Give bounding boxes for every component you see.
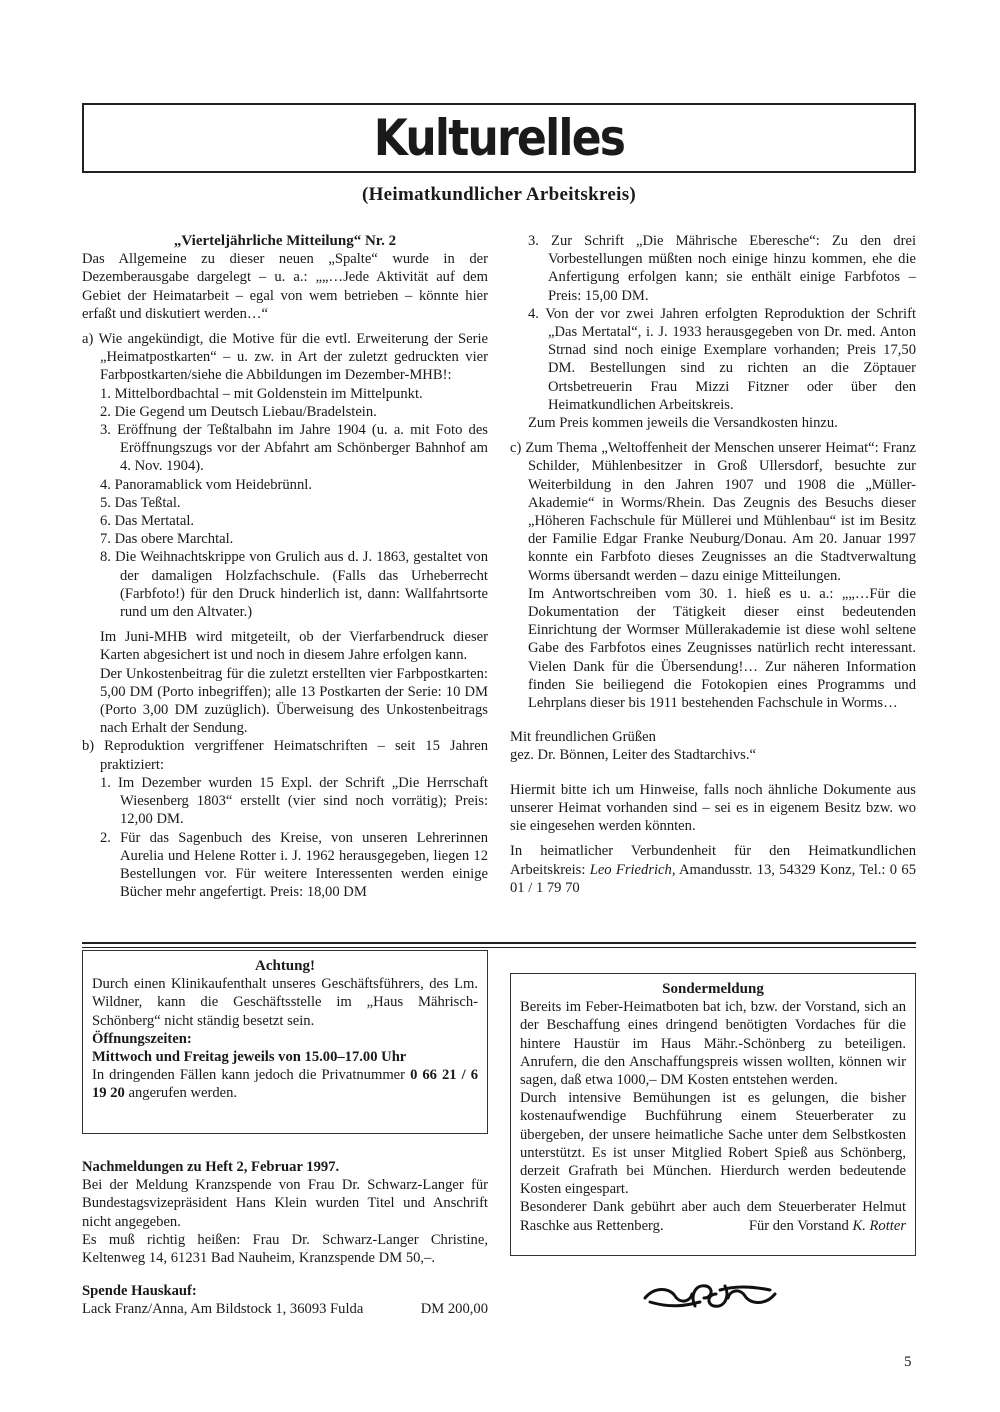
section-b-note: Zum Preis kommen jeweils die Versandkosten hinzu. — [528, 415, 838, 432]
phone-number: 0 66 21 / 6 19 20 — [92, 1067, 478, 1102]
sondermeldung-paragraph: Bereits im Feber-Heimatboten bat ich, bzw. der Vorstand, sich an der Beschaffung eines dringend benötigten Vordaches für die hintere Haustür im Haus Mähr.-Schönberg zu beteiligen. Anrufern, die den Anschaffungspreis wissen wollten, können wir sagen, daß etwa 1000,– DM Kosten entstehen werden. — [520, 999, 906, 1089]
list-item: 5. Das Teßtal. — [100, 494, 181, 511]
section-a-paragraph: Der Unkostenbeitrag für die zuletzt erstellten vier Farbpostkarten: 5,00 DM (Porto inbegriffen); alle 13 Postkarten der Serie: 10 DM (Porto 3,00 DM zuzüglich). Überweisung des Unkostenbeitrags nach Erhalt der Sendung. — [100, 665, 488, 737]
section-c-paragraph: Im Antwortschreiben vom 30. 1. hieß es u. a.: „„…Für die Dokumentation der Tätigkeit dieser einst bedeutenden Einrichtung der Wormser Müllerakademie ist diese wohl seltene Gabe des Farbfotos eines Zeugnisses natürlich recht interessant. Vielen Dank für die Übersendung!… Zur näheren Information finden Sie beiliegend die Fotokopien eines Programms und Lehrplans dieser bis 1911 bestehenden Fachschule in Worms… — [528, 585, 916, 712]
left-column — [82, 232, 488, 901]
nachmeldungen-heading: Nachmeldungen zu Heft 2, Februar 1997. — [82, 1159, 340, 1175]
subtitle: (Heimatkundlicher Arbeitskreis) — [361, 184, 637, 205]
opening-hours: Mittwoch und Freitag jeweils von 15.00–17.00 Uhr — [92, 1049, 407, 1066]
sondermeldung-paragraph: Durch intensive Bemühungen ist es gelungen, die bisher kostenaufwendige Buchführung einem Steuerberater zu übergeben, der unsere heimatliche Sache unter dem Selbstkosten unterstützt. Es ist unser Mitglied Robert Spieß aus Schönberg, derzeit Grafrath bei München. Hierdurch werden bedeutende Kosten eingespart. — [520, 1090, 906, 1198]
greeting: Mit freundlichen Grüßen — [510, 729, 656, 746]
spende-hauskauf — [82, 1282, 488, 1318]
page-number: 5 — [904, 1354, 912, 1370]
achtung-text: Durch einen Klinikaufenthalt unseres Geschäftsführers, des Lm. Wildner, kann die Geschäftsstelle im „Haus Mährisch-Schönberg“ nicht ständig besetzt sein. — [92, 976, 478, 1029]
page-title: Kulturelles — [373, 109, 625, 167]
intro-paragraph: Das Allgemeine zu dieser neuen „Spalte“ wurde in der Dezemberausgabe dargelegt – u. a.: „„…Jede Aktivität auf dem Gebiet der Heimatarbeit – egal von wem betrieben – könnte hier erfaßt und diskutiert werden…“ — [82, 251, 488, 322]
list-item: 2. Die Gegend um Deutsch Liebau/Bradelstein. — [100, 403, 377, 420]
request-paragraph: Hiermit bitte ich um Hinweise, falls noch ähnliche Dokumente aus unserer Heimat vorhanden sind – sei es in eigenem Besitz bzw. wo sie eingesehen werden könnten. — [510, 781, 916, 835]
list-item: 4. Panoramablick vom Heidebrünnl. — [100, 476, 312, 493]
list-item: 8. Die Weihnachtskrippe von Grulich aus d. J. 1863, gestaltet von der damaligen Holzfachschule. (Falls das Urheberrecht (Farbfoto!) für den Druck hinderlich ist, dann: Wallfahrtsorte rund um den Altvater.) — [100, 549, 488, 621]
list-item: 3. Zur Schrift „Die Mährische Eberesche“: Zu den drei Vorbestellungen müßten noch einige hinzu kommen, ehe die Anfertigung erfolgen kann; sie enthält einige Farbfotos – Preis: 15,00 DM. — [528, 233, 916, 304]
nachmeldungen-paragraph: Bei der Meldung Kranzspende von Frau Dr. Schwarz-Langer für Bundestagsvizepräsident Hans Klein wurden Titel und Anschrift nicht angegeben. — [82, 1177, 488, 1230]
section-a: a) Wie angekündigt, die Motive für die evtl. Erweiterung der Serie „Heimatpostkarten“ – u. zw. in Art der zuletzt gedruckten vier Farbpostkarten/siehe die Abbildungen im Dezember-MHB!: — [82, 331, 488, 384]
urgent-text: In dringenden Fällen kann jedoch die Privatnummer — [92, 1067, 411, 1084]
closing-text: In heimatlicher Verbundenheit für den Heimatkundlichen Arbeitskreis: — [510, 843, 916, 878]
section-divider — [82, 942, 916, 948]
address: Amandusstr. 13, 54329 Konz, Tel.: 0 65 01 / 1 79 70 — [510, 861, 916, 896]
nachmeldungen — [82, 1158, 488, 1267]
list-item: 4. Von der vor zwei Jahren erfolgten Reproduktion der Schrift „Das Mertatal“, i. J. 1933 herausgegeben von Dr. med. Anton Strnad sind noch einige Exemplare vorhanden; Preis 17,50 DM. Bestellungen sind zu richten an die Zöptauer Ortsbetreuerin Frau Mizzi Fitzner oder über den Heimatkundlichen Arbeitskreis. — [528, 305, 916, 413]
list-item: 1. Im Dezember wurden 15 Expl. der Schrift „Die Herrschaft Wiesenberg 1803“ erstellt (vier sind noch vorrätig); Preis: 12,00 DM. — [100, 774, 488, 828]
section-c: c) Zum Thema „Weltoffenheit der Menschen unserer Heimat“: Franz Schilder, Mühlenbesitzer in Groß Ullersdorf, besuchte zur Weiterbildung in den Jahren 1907 und 1908 die „Müller-Akademie“ in Worms/Rhein. Das Zeugnis des Besuchs dieser „Höheren Fachschule für Müllerei und Mühlenbau“ ist im Besitz der Familie Edgar Franke Neuburg/Donau. Am 20. Januar 1997 konnte ein Farbfoto dieses Zeugnisses an die Stadtverwaltung Worms übersandt werden – dazu einige Mitteilungen. — [510, 440, 916, 584]
section-b: b) Reproduktion vergriffener Heimatschriften – seit 15 Jahren praktiziert: — [82, 738, 488, 773]
nachmeldungen-paragraph: Es muß richtig heißen: Frau Dr. Schwarz-Langer Christine, Keltenweg 14, 61231 Bad Nauheim, Kranzspende DM 50,–. — [82, 1231, 488, 1267]
article-heading: „Vierteljährliche Mitteilung“ Nr. 2 — [173, 233, 397, 249]
list-item: 1. Mittelbordbachtal – mit Goldenstein im Mittelpunkt. — [100, 385, 423, 402]
urgent-text-end: angerufen werden. — [124, 1085, 238, 1102]
list-item: 3. Eröffnung der Teßtalbahn im Jahre 1904 (u. a. mit Foto des Eröffnungszugs vor der Abfahrt am Schönberger Bahnhof am 4. Nov. 1904). — [100, 422, 488, 475]
spende-heading: Spende Hauskauf: — [82, 1283, 197, 1299]
section-a-paragraph: Im Juni-MHB wird mitgeteilt, ob der Vierfarbendruck dieser Karten abgesichert ist und noch in diesem Jahre erfolgen kann. — [100, 629, 488, 664]
title-box — [82, 103, 916, 173]
sign-label: Für den Vorstand — [748, 1217, 853, 1234]
donor: Lack Franz/Anna, Am Bildstock 1, 36093 Fulda — [82, 1301, 364, 1318]
list-item: 6. Das Mertatal. — [100, 513, 195, 530]
closing-paragraph — [510, 842, 916, 897]
achtung-box — [82, 950, 488, 1134]
signature: gez. Dr. Bönnen, Leiter des Stadtarchivs.“ — [510, 747, 756, 764]
sondermeldung-heading: Sondermeldung — [662, 981, 764, 997]
list-item: 7. Das obere Marchtal. — [100, 531, 234, 548]
donation-amount: DM 200,00 — [420, 1301, 488, 1318]
ornament-icon — [640, 1276, 780, 1316]
sondermeldung-box — [510, 973, 916, 1256]
hours-label: Öffnungszeiten: — [92, 1030, 192, 1047]
thanks-text: Besonderer Dank gebührt aber auch dem Steuerberater Helmut Raschke aus Rettenberg. — [520, 1199, 906, 1234]
achtung-heading: Achtung! — [254, 958, 315, 974]
author-name: Leo Friedrich, — [589, 861, 676, 878]
right-column — [510, 232, 916, 897]
sign-name: K. Rotter — [852, 1217, 906, 1234]
sondermeldung-paragraph — [520, 1198, 906, 1234]
list-item: 2. Für das Sagenbuch des Kreise, von unseren Lehrerinnen Aurelia und Helene Rotter i. J. 1962 herausgegeben, liegen 12 Bestellungen vor. Für weitere Interessenten werden einige Bücher mehr angefertigt. Preis: 18,00 DM — [100, 829, 488, 901]
